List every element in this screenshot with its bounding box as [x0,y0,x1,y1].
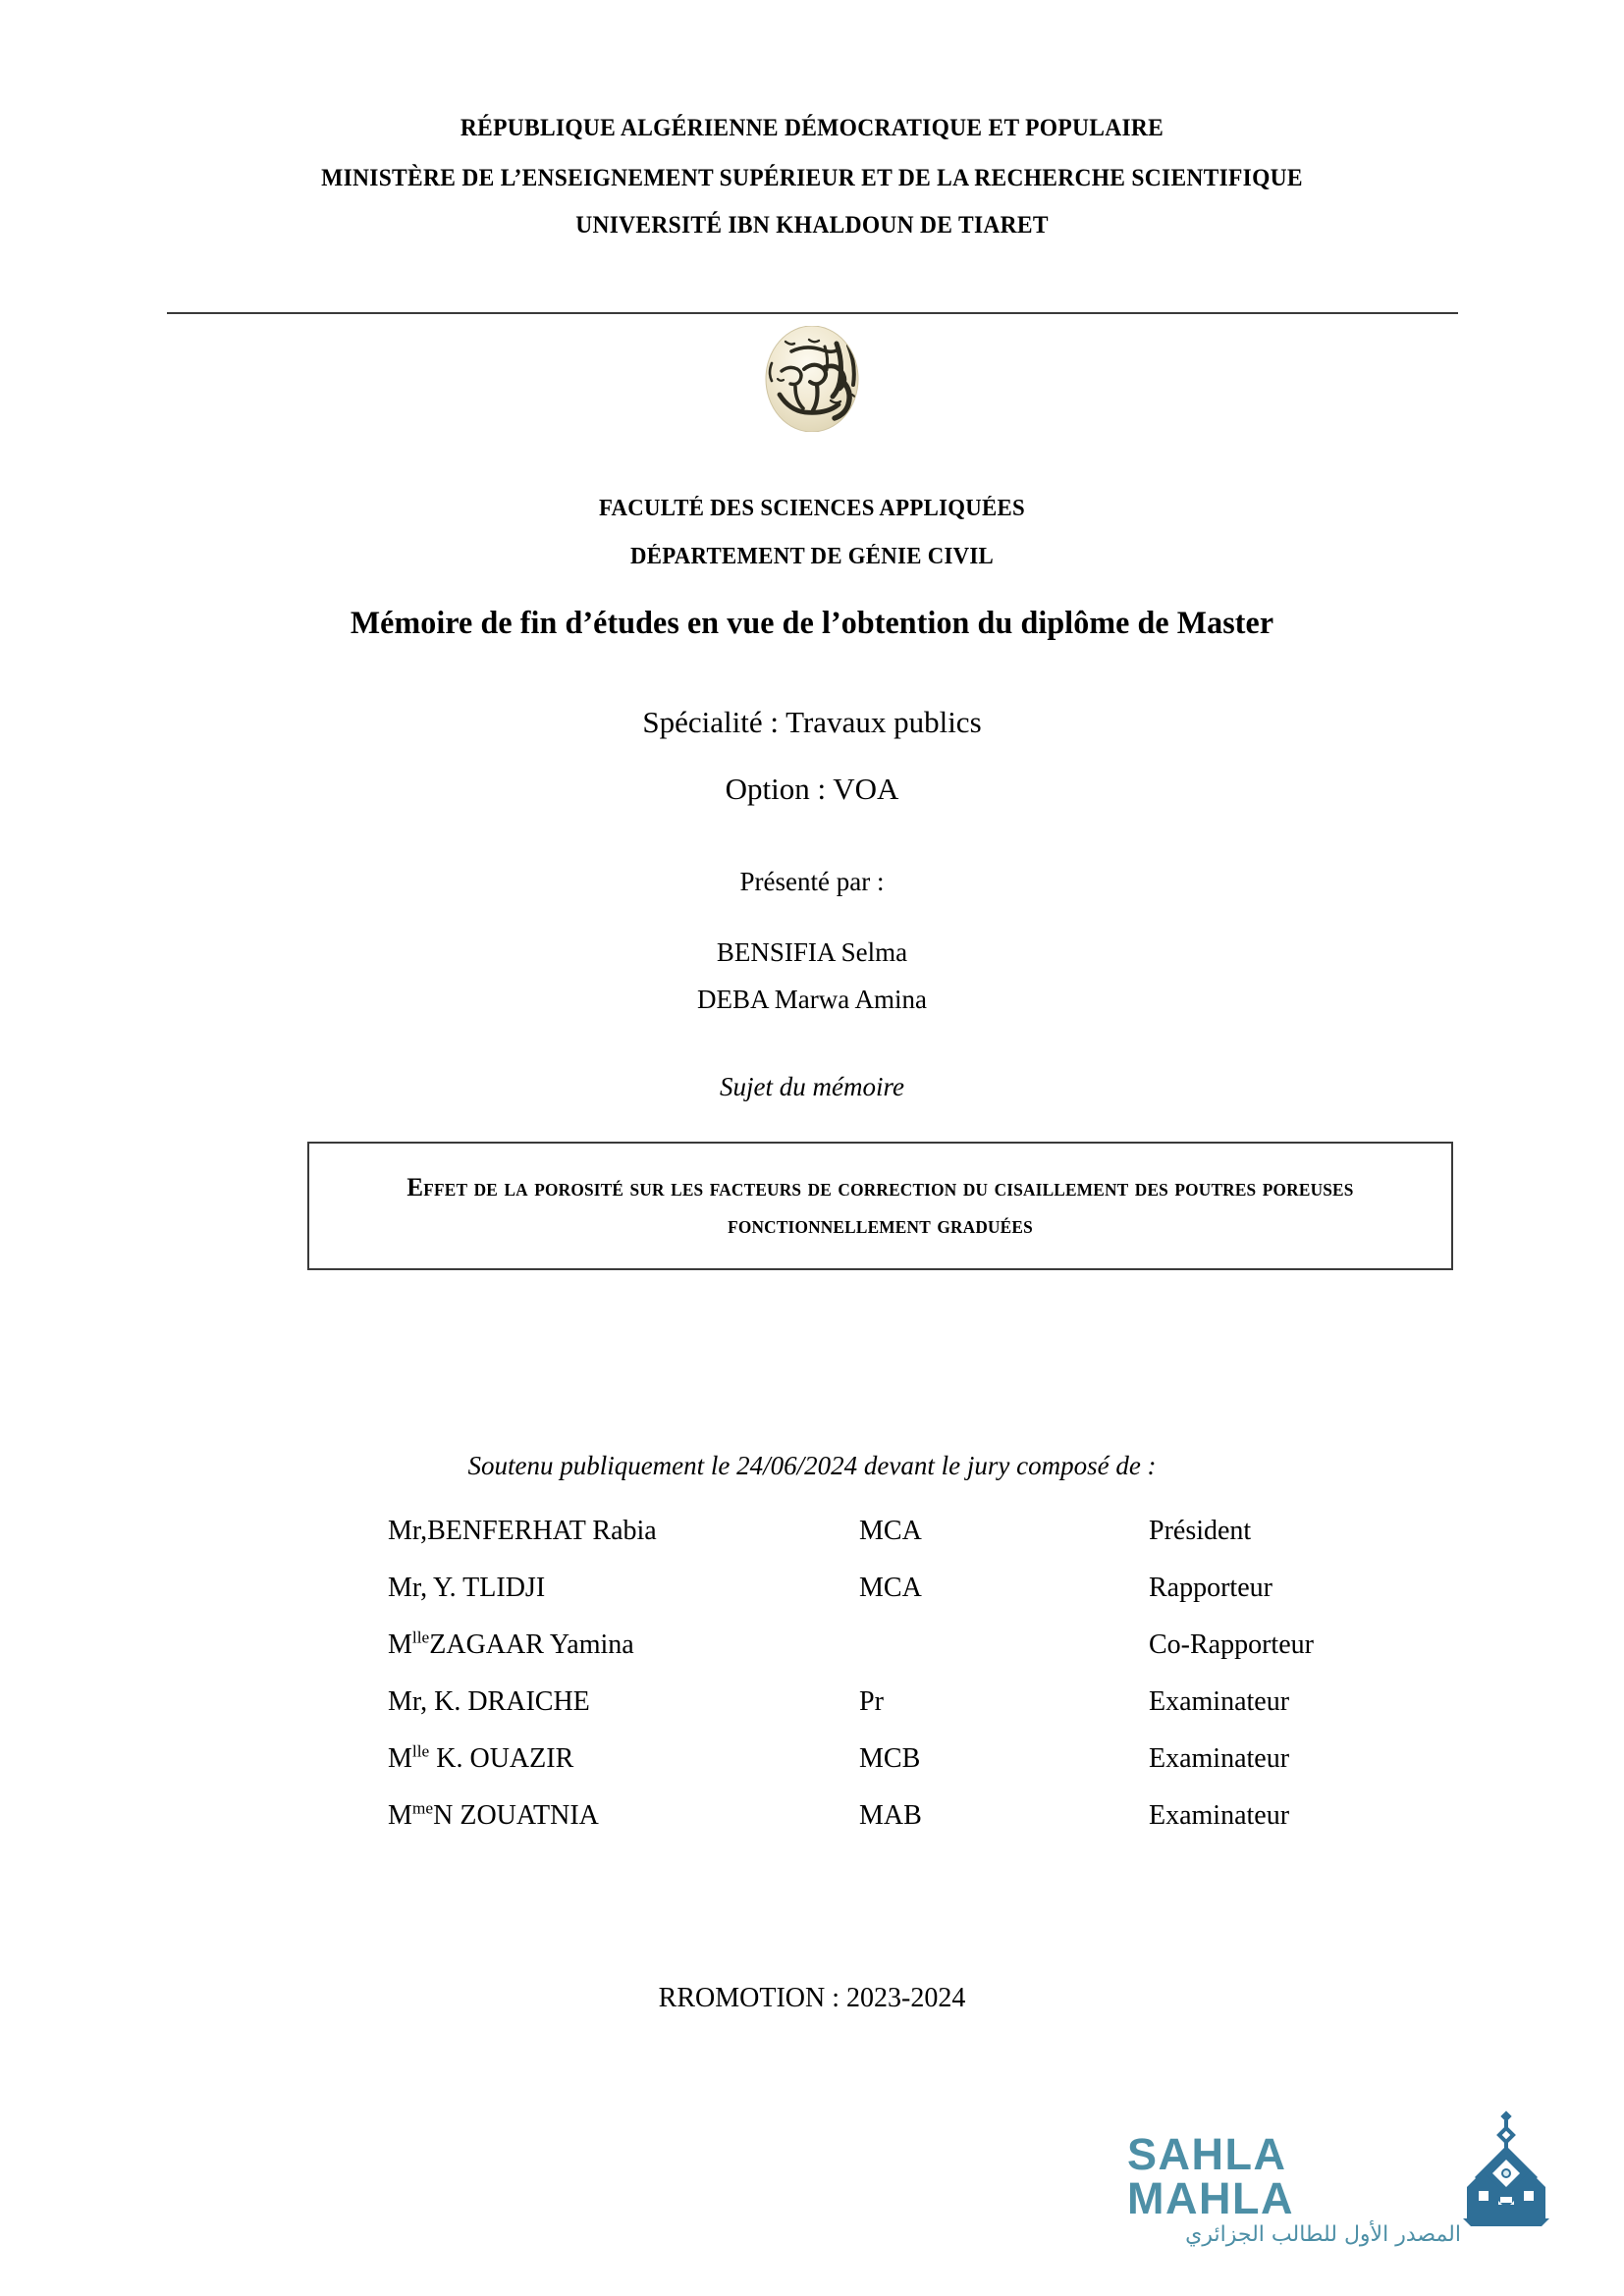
faculty-line: FACULTÉ DES SCIENCES APPLIQUÉES [599,496,1025,521]
table-row [388,1629,1370,1686]
watermark-text [1127,2129,1461,2247]
honorific-suffix: lle [411,1628,430,1647]
thesis-title: Effet de la porosité sur les facteurs de correction du cisaillement des poutres poreuses fonctionnellement graduées [406,1172,1354,1239]
table-row [388,1573,1370,1629]
jury-member-role: Co-Rapporteur [1149,1629,1314,1660]
subject-label: Sujet du mémoire [720,1072,904,1101]
jury-member-grade: MAB [859,1800,922,1831]
ministry-line: MINISTÈRE DE L’ENSEIGNEMENT SUPÉRIEUR ET DE LA RECHERCHE SCIENTIFIQUE [321,165,1303,191]
header-divider [167,312,1458,314]
university-seal-wrapper [0,326,1624,432]
honorific-suffix: lle [411,1741,430,1761]
thesis-title-box [307,1142,1453,1270]
jury-member-role: Rapporteur [1149,1573,1272,1603]
table-row [388,1800,1370,1857]
republic-line: RÉPUBLIQUE ALGÉRIENNE DÉMOCRATIQUE ET POPULAIRE [460,115,1164,141]
table-row [388,1516,1370,1573]
sahla-mahla-watermark [1127,2110,1559,2247]
table-row [388,1686,1370,1743]
author-name: DEBA Marwa Amina [697,985,927,1014]
option-line: Option : VOA [725,772,899,806]
jury-member-name: Mr,BENFERHAT Rabia [388,1516,657,1546]
defense-line: Soutenu publiquement le 24/06/2024 devant le jury composé de : [467,1451,1157,1480]
author-name: BENSIFIA Selma [716,937,908,967]
presented-by-label: Présenté par : [739,867,885,896]
jury-member-name: $M^{me}N$ ZOUATNIA [388,1798,599,1831]
jury-member-role: Examinateur [1149,1743,1290,1774]
honorific-suffix: me [411,1798,434,1818]
degree-title: Mémoire de fin d’études en vue de l’obtention du diplôme de Master [350,606,1274,641]
watermark-tagline: المصدر الأول للطالب الجزائري [1185,2222,1461,2247]
jury-member-grade: MCA [859,1573,922,1603]
faculty-block [0,496,1624,592]
jury-member-name: Mr, Y. TLIDJI [388,1573,546,1603]
watermark-brand: SAHLA MAHLA [1127,2129,1294,2223]
university-seal-icon [723,326,901,432]
speciality-line: Spécialité : Travaux publics [642,705,982,739]
institution-header [0,116,1624,245]
department-line: DÉPARTEMENT DE GÉNIE CIVIL [630,544,994,569]
jury-member-grade: MCB [859,1743,921,1774]
jury-member-role: Examinateur [1149,1686,1290,1717]
jury-member-role: Examinateur [1149,1800,1290,1831]
authors-list [0,937,1624,1032]
jury-member-name: $M^{lle}ZAGAAR$ Yamina [388,1628,634,1660]
arabesque-logo-icon [1453,2110,1559,2226]
jury-member-name: $M^{lle}$ K. OUAZIR [388,1741,574,1774]
jury-member-name: Mr, K. DRAICHE [388,1686,590,1717]
jury-table [388,1516,1370,1857]
table-row [388,1743,1370,1800]
jury-member-grade: Pr [859,1686,884,1717]
jury-member-role: Président [1149,1516,1252,1546]
jury-member-grade: MCA [859,1516,922,1546]
university-line: UNIVERSITÉ IBN KHALDOUN DE TIARET [575,211,1049,239]
promotion-line: RROMOTION : 2023-2024 [658,1983,966,2013]
